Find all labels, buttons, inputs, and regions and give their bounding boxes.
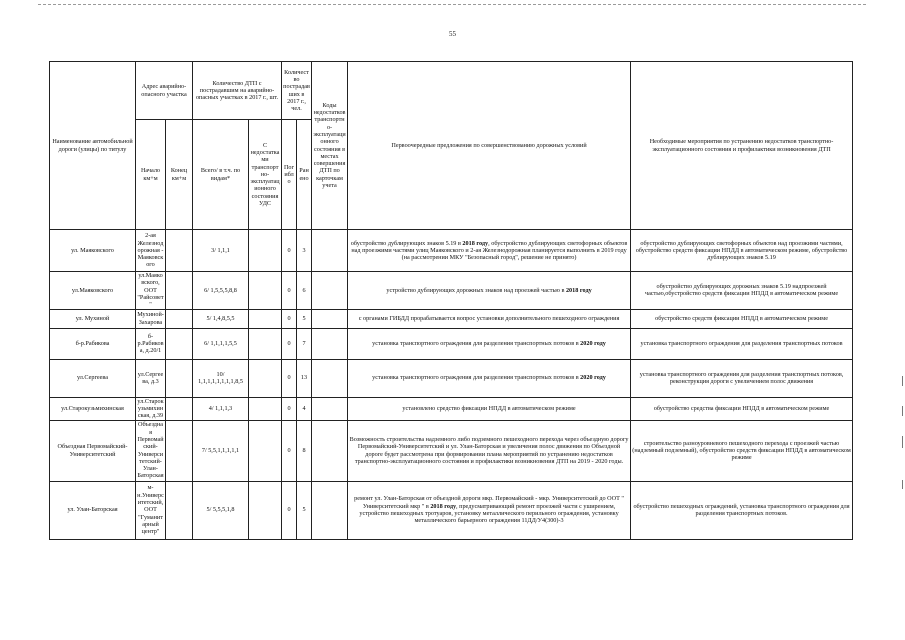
cell-deficient [249,397,282,420]
cell-injured: 4 [297,397,312,420]
header-with-deficiencies: С недостатками транспортно-эксплуатационного состояния УДС [249,120,282,230]
cell-total: 5/ 5,5,5,1,8 [193,481,249,539]
cell-total: 4/ 1,1,1,3 [193,397,249,420]
cell-injured: 6 [297,272,312,310]
cell-codes [312,481,348,539]
proposal-year: 2018 году [430,502,457,510]
cell-measure: обустройство средств фиксации НПДД в автоматическом режиме [631,309,853,328]
cell-deficient [249,420,282,481]
proposal-text: установка транспортного ограждения для разделения транспортных потоков в [372,339,581,347]
cell-proposal [348,481,631,539]
cell-killed: 0 [282,328,297,359]
header-proposals: Первоочередные предложения по совершенствованию дорожных условий [348,62,631,230]
proposal-year: 2018 году [462,239,489,247]
header-total: Всего/ в т.ч. по видам* [193,120,249,230]
cell-end [166,272,193,310]
header-address-group: Адрес аварийно-опасного участка [136,62,193,120]
proposal-text: установлено средство фиксации НПДД в автоматическом режиме [402,404,576,412]
table-row [50,309,853,328]
cell-killed: 0 [282,420,297,481]
cell-start: Объездная Первомайский-Университетский-Улан-Баторская [137,421,164,480]
cell-road: ул. Мухиной [50,309,136,328]
cell-proposal [348,309,631,328]
header-codes: Коды недостатков транспортно-эксплуатационного состояния в местах совершения ДТП по карточкам учета [312,62,348,230]
proposal-text: устройство дублирующих дорожных знаков над проезжей частью в [386,286,566,294]
cell-end [166,481,193,539]
header-victims-group: Количество пострадавших в 2017 г., чел. [282,62,312,120]
header-start: Начало км+м [136,120,166,230]
cell-proposal [348,230,631,272]
cell-injured: 5 [297,481,312,539]
cell-measure: строительство разноуровневого пешеходного перехода с проезжей частью (надземный подземный), обустройство средств фиксации НПДД в автоматическом режиме [631,420,853,481]
proposal-text: обустройство дублирующих знаков 5.19 в [350,239,463,247]
cell-start: ул.Сергеева, д.3 [136,359,166,397]
page-edge-mark [902,436,903,448]
cell-total: 5/ 1,4,8,5,5 [193,309,249,328]
page-edge-mark [902,376,903,386]
cell-killed: 0 [282,397,297,420]
proposal-text: ремонт ул. Улан-Баторская от объездной дороги мкр. Первомайский - мкр. Университетский до ООТ " Университетский мкр " в [354,495,624,510]
cell-injured: 8 [297,420,312,481]
table-row [50,359,853,397]
proposal-text: с органами ГИБДД прорабатывается вопрос установки дополнительного пешеходного ограждения [358,314,620,322]
proposal-year: 2020 году [580,374,606,382]
page-edge-mark [902,406,903,416]
cell-deficient [249,359,282,397]
cell-injured: 7 [297,328,312,359]
cell-killed: 0 [282,359,297,397]
cell-proposal [348,328,631,359]
header-measures: Необходимые мероприятия по устранению недостатков транспортно-эксплуатационного состояния и профилактики возникновения ДТП [631,62,853,230]
cell-total: 3/ 1,1,1 [193,230,249,272]
table-row [50,328,853,359]
cell-total: 7/ 5,5,1,1,1,1,1 [193,420,249,481]
cell-measure: обустройство дублирующих дорожных знаков 5.19 надпроезжей частью,обустройство средств фиксации НПДД в автоматическом режиме [631,272,853,310]
proposal-text: установка транспортного ограждения для разделения транспортных потоков в [372,374,581,382]
cell-deficient [249,481,282,539]
cell-end [166,328,193,359]
header-injured: Ранено [297,120,312,230]
cell-road: ул. Маяковского [50,230,136,272]
cell-start: м-н.Университетский, ООТ "Гуманитарный центр" [136,481,166,539]
cell-killed: 0 [282,481,297,539]
cell-road: ул.Сергеева [50,359,136,397]
header-road-name: Наименование автомобильной дороги (улицы) по титулу [50,62,136,230]
proposal-year: 2020 году [580,339,606,347]
cell-start: 2-ая Железнодорожная - Маяковского [136,230,166,272]
table-row [50,397,853,420]
cell-start: б-р.Рабикова, д.20/1 [136,328,166,359]
cell-measure: установка транспортного ограждения для разделения транспортных потоков, реконструкция дороги с увеличением полос движения [631,359,853,397]
cell-codes [312,328,348,359]
cell-codes [312,420,348,481]
cell-start: ул.Старокузьмихинская, д.39 [137,397,164,420]
cell-killed: 0 [282,230,297,272]
cell-injured: 5 [297,309,312,328]
cell-total: 6/ 1,5,5,5,8,8 [193,272,249,310]
cell-deficient [249,328,282,359]
cell-deficient [249,230,282,272]
table-row [50,481,853,539]
cell-killed: 0 [282,272,297,310]
header-dtp-count-group: Количество ДТП с пострадавшим на аварийно-опасных участках в 2017 г., шт. [193,62,282,120]
table-row [50,420,853,481]
cell-codes [312,359,348,397]
cell-end [166,309,193,328]
table-row [50,272,853,310]
cell-codes [312,230,348,272]
table-row [50,230,853,272]
cell-end [166,359,193,397]
cell-road: ул. Улан-Баторская [50,481,136,539]
cell-road: б-р.Рабикова [50,328,136,359]
header-killed: Погибло [282,120,297,230]
cell-road: ул.Старокузьмихинская [50,397,136,420]
cell-measure: обустройство средства фиксации НПДД в автоматическом режиме [631,397,853,420]
proposal-text: , обустройство дублирующих светофорных объектов над проезжими частями улиц Маяковского и 2-ая Железнодорожная планируется выполнить в 2019 году (на рассмотрении МКУ "Безопасный город", решение не принято) [351,239,628,262]
proposal-text: Возможность строительства надземного либо подземного пешеходного перехода через объездную дорогу Первомайский-Университетский и ул. Улан-Баторская и увеличения полос движения по Объездной дороге будет рассмотрена при формировании плана мероприятий по устранению недостатков транспортно-эксплуатационного состояния и профилактики возникновения ДТП на 2019 - 2020 годы. [349,435,629,465]
cell-end [166,397,193,420]
cell-proposal [348,397,631,420]
cell-codes [312,272,348,310]
cell-proposal [348,359,631,397]
cell-measure: установка транспортного ограждения для разделения транспортных потоков [631,328,853,359]
cell-measure: обустройство дублирующих светофорных объектов над проезжими частями, обустройство средств фиксации НПДД в автоматическом режиме, обустройство дублирующих знаков 5.19 [631,230,853,272]
cell-deficient [249,309,282,328]
cell-injured: 13 [297,359,312,397]
road-safety-table [49,61,853,540]
cell-start: ул.Маяковского, ООТ "Райсовет" [137,272,164,309]
cell-road: ул.Маяковского [50,272,136,310]
cell-end [166,230,193,272]
cell-end [166,420,193,481]
proposal-year: 2018 году [565,286,592,294]
cell-codes [312,397,348,420]
cell-total: 10/ 1,1,1,1,1,1,1,1,8,5 [193,359,249,397]
cell-proposal [348,420,631,481]
proposal-text: , предусматривающий ремонт проезжей части с уширением, устройство пешеходных тротуаров, установку металлического перильного ограждения, установку металлического барьерного ограждения 11ДД/У4(300)-3 [359,502,619,525]
top-dashed-line [38,4,866,5]
cell-road: Объездная Первомайский-Университетский [50,420,136,481]
header-end: Конец км+м [166,120,193,230]
page-edge-mark [902,480,903,489]
cell-proposal [348,272,631,310]
cell-codes [312,309,348,328]
cell-injured: 3 [297,230,312,272]
page-number: 55 [449,30,456,38]
cell-measure: обустройство пешеходных ограждений, установка транспортного ограждения для разделения транспортных потоков. [631,481,853,539]
cell-start: Мухиной-Захарова [136,309,166,328]
cell-total: 6/ 1,1,1,1,5,5 [193,328,249,359]
cell-deficient [249,272,282,310]
cell-killed: 0 [282,309,297,328]
